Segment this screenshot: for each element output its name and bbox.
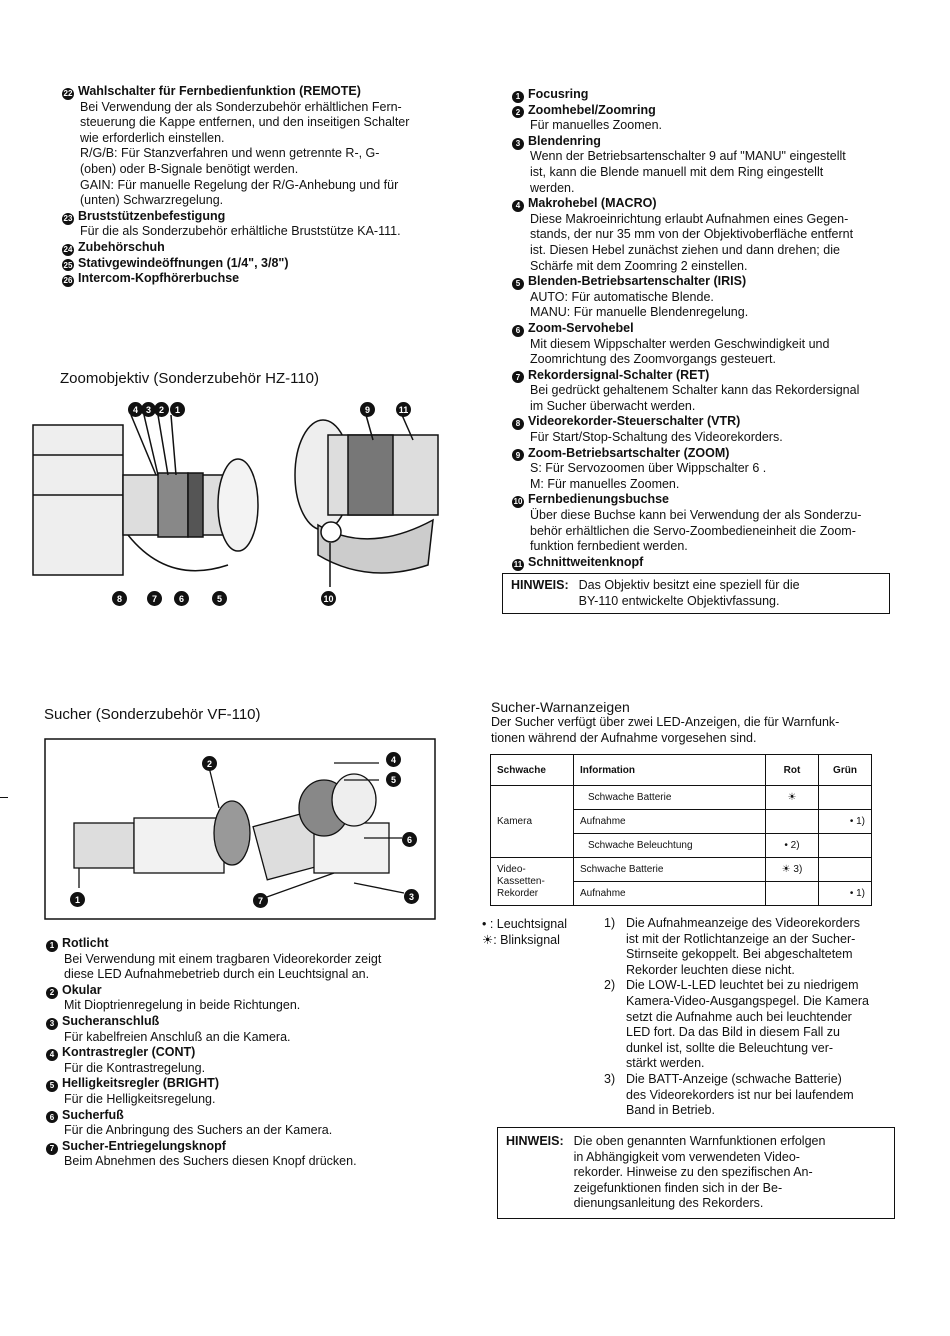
item-body-line: funktion fernbedient werden. xyxy=(530,539,688,554)
note-item xyxy=(604,1072,884,1119)
list-item xyxy=(62,240,462,256)
callout-number-icon: 1 xyxy=(170,402,185,417)
hinweis-line: zeigefunktionen finden sich in der Be- xyxy=(573,1180,783,1195)
item-title: Bruststützenbefestigung xyxy=(78,208,226,223)
cell-info: Aufnahme xyxy=(574,882,766,906)
sucher-title: Sucher (Sonderzubehör VF-110) xyxy=(44,706,261,723)
warn-title: Sucher-Warnanzeigen xyxy=(491,699,630,715)
item-title: Blendenring xyxy=(528,133,601,148)
list-item xyxy=(512,134,912,196)
item-title: Stativgewindeöffnungen (1/4", 3/8") xyxy=(78,255,289,270)
item-body-line: Schärfe mit dem Zoomring 2 einstellen. xyxy=(530,258,748,273)
list-item xyxy=(62,209,462,240)
item-body-line: Diese Makroeinrichtung erlaubt Aufnahmen eines Gegen- xyxy=(530,211,849,226)
item-title: Rotlicht xyxy=(62,936,109,950)
cell-info: Aufnahme xyxy=(574,810,766,834)
zoom-lens-illustration xyxy=(28,395,468,610)
cell-gruen: • 1) xyxy=(819,810,872,834)
hinweis-line: in Abhängigkeit vom verwendeten Video- xyxy=(573,1149,800,1164)
note-number: 1) xyxy=(604,916,616,930)
th-gruen: Grün xyxy=(819,755,872,786)
item-body-line: stands, der nur 35 mm von der Objektivoberfläche entfernt xyxy=(530,227,854,242)
list-item xyxy=(46,936,446,983)
item-heading xyxy=(46,1139,446,1155)
list-item xyxy=(62,256,462,272)
item-body-line: Für die Anbringung des Suchers an der Kamera. xyxy=(64,1123,333,1138)
number-badge-icon: 10 xyxy=(513,497,523,507)
table-header-row xyxy=(491,755,872,786)
number-badge-icon: 7 xyxy=(512,371,524,383)
item-title: Sucheranschluß xyxy=(62,1013,160,1028)
item-heading xyxy=(46,1108,446,1124)
item-heading xyxy=(46,983,446,999)
item-title: Sucherfuß xyxy=(62,1107,124,1122)
number-badge-icon: 2 xyxy=(512,106,524,118)
hinweis-line: dienungsanleitung des Rekorders. xyxy=(573,1196,764,1211)
hinweis-label: HINWEIS: xyxy=(506,1134,564,1148)
callout-number-icon: 6 xyxy=(174,591,189,606)
list-item xyxy=(512,555,912,571)
item-body-line: wie erforderlich einstellen. xyxy=(80,130,225,145)
hinweis-label: HINWEIS: xyxy=(511,578,569,592)
callout-number-icon: 2 xyxy=(202,756,217,771)
item-heading xyxy=(512,103,912,119)
left-top-list xyxy=(62,84,462,287)
item-body-line: AUTO: Für automatische Blende. xyxy=(530,289,714,304)
margin-tick xyxy=(0,797,8,798)
list-item xyxy=(62,271,462,287)
item-heading xyxy=(512,274,912,290)
note-item xyxy=(604,978,884,1072)
cell-group xyxy=(491,858,574,906)
item-body-line: werden. xyxy=(530,180,575,195)
number-badge-icon: 4 xyxy=(512,200,524,212)
list-item xyxy=(512,196,912,274)
cell-rot xyxy=(766,810,819,834)
item-body-line: Mit diesem Wippschalter werden Geschwindigkeit und xyxy=(530,336,830,351)
list-item xyxy=(512,492,912,554)
item-body-line: ist. Diesen Hebel zunächst ziehen und dann drehen; die xyxy=(530,242,840,257)
hinweis-line: BY-110 entwickelte Objektivfassung. xyxy=(578,593,780,608)
sucher-list xyxy=(46,936,446,1170)
item-body-line: Für die als Sonderzubehör erhältliche Bruststütze KA-111. xyxy=(80,224,401,239)
item-body-line: (oben) oder B-Signale benötigt werden. xyxy=(80,161,299,176)
note-line: stärkt werden. xyxy=(626,1056,705,1071)
item-body-line: Wenn der Betriebsartenschalter 9 auf "MANU" eingestellt xyxy=(530,149,846,164)
cell-info: Schwache Batterie xyxy=(574,786,766,810)
number-badge-icon: 26 xyxy=(63,276,73,286)
item-body-line: GAIN: Für manuelle Regelung der R/G-Anhebung und für xyxy=(80,177,399,192)
item-heading xyxy=(512,196,912,212)
note-line: Kamera-Video-Ausgangspegel. Die Kamera xyxy=(626,993,869,1008)
item-title: Kontrastregler (CONT) xyxy=(62,1045,196,1060)
callout-number-icon: 5 xyxy=(212,591,227,606)
warn-legend xyxy=(482,917,567,948)
legend-line: ☀: Blinksignal xyxy=(482,932,560,947)
callout-number-icon: 4 xyxy=(386,752,401,767)
item-heading xyxy=(62,271,462,287)
item-body-line: Beim Abnehmen des Suchers diesen Knopf drücken. xyxy=(64,1154,357,1169)
callout-number-icon: 5 xyxy=(386,772,401,787)
callout-number-icon: 6 xyxy=(402,832,417,847)
item-title: Zubehörschuh xyxy=(78,239,165,254)
number-badge-icon: 5 xyxy=(512,278,524,290)
item-title: Videorekorder-Steuerschalter (VTR) xyxy=(528,414,741,429)
item-title: Blenden-Betriebsartenschalter (IRIS) xyxy=(528,274,747,289)
item-title: Schnittweitenknopf xyxy=(528,554,644,569)
item-heading xyxy=(46,936,446,952)
hinweis-rekorder xyxy=(497,1127,895,1219)
number-badge-icon: 23 xyxy=(63,213,73,223)
number-badge-icon: 8 xyxy=(512,418,524,430)
note-line: Die LOW-L-LED leuchtet bei zu niedrigem xyxy=(626,978,859,993)
th-schwache: Schwache xyxy=(491,755,574,786)
number-badge-icon: 25 xyxy=(63,260,73,270)
cell-gruen xyxy=(819,834,872,858)
callout-number-icon: 11 xyxy=(396,402,411,417)
item-title: Helligkeitsregler (BRIGHT) xyxy=(62,1076,219,1091)
item-body-line: M: Für manuelles Zoomen. xyxy=(530,476,680,491)
item-heading xyxy=(512,321,912,337)
item-title: Sucher-Entriegelungsknopf xyxy=(62,1138,226,1153)
callout-number-icon: 3 xyxy=(404,889,419,904)
item-heading xyxy=(512,368,912,384)
note-body xyxy=(626,916,860,978)
item-body-line: Bei gedrückt gehaltenem Schalter kann das Rekordersignal xyxy=(530,383,860,398)
note-line: Band in Betrieb. xyxy=(626,1103,715,1118)
item-body-line: Bei Verwendung mit einem tragbaren Videorekorder zeigt xyxy=(64,951,382,966)
cell-rot: • 2) xyxy=(766,834,819,858)
item-title: Okular xyxy=(62,982,102,997)
table-row xyxy=(491,786,872,810)
note-line: ist mit der Rotlichtanzeige an der Sucher- xyxy=(626,931,856,946)
item-body-line: (unten) Schwarzregelung. xyxy=(80,193,224,208)
item-title: Zoomhebel/Zoomring xyxy=(528,102,656,117)
cell-rot xyxy=(766,882,819,906)
note-line: Die BATT-Anzeige (schwache Batterie) xyxy=(626,1071,842,1086)
number-badge-icon: 6 xyxy=(46,1111,58,1123)
item-title: Makrohebel (MACRO) xyxy=(528,196,657,211)
cell-rot: ☀ 3) xyxy=(766,858,819,882)
list-item xyxy=(512,446,912,493)
note-line: setzt die Aufnahme auch bei leuchtender xyxy=(626,1009,852,1024)
cell-rot: ☀ xyxy=(766,786,819,810)
legend-line: • : Leuchtsignal xyxy=(482,917,567,931)
item-body-line: R/G/B: Für Stanzverfahren und wenn getrennte R-, G- xyxy=(80,146,380,161)
warn-intro-line: tionen während der Aufnahme vorgesehen sind. xyxy=(491,730,757,745)
item-heading xyxy=(512,87,912,103)
warn-intro-line: Der Sucher verfügt über zwei LED-Anzeigen, die für Warnfunk- xyxy=(491,715,840,729)
list-item xyxy=(46,1014,446,1045)
item-heading xyxy=(512,414,912,430)
cell-info: Schwache Beleuchtung xyxy=(574,834,766,858)
list-item xyxy=(512,321,912,368)
item-title: Wahlschalter für Fernbedienfunktion (REMOTE) xyxy=(78,84,361,98)
item-heading xyxy=(512,446,912,462)
number-badge-icon: 24 xyxy=(63,244,73,254)
th-information: Information xyxy=(574,755,766,786)
item-heading xyxy=(62,240,462,256)
callout-number-icon: 1 xyxy=(70,892,85,907)
item-body-line: Über diese Buchse kann bei Verwendung der als Sonderzu- xyxy=(530,508,862,523)
number-badge-icon: 3 xyxy=(512,138,524,150)
callout-number-icon: 4 xyxy=(128,402,143,417)
item-body-line: Für Start/Stop-Schaltung des Videorekorders. xyxy=(530,430,783,445)
note-body xyxy=(626,978,869,1072)
item-body-line: diese LED Aufnahmebetrieb durch ein Leuchtsignal an. xyxy=(64,967,370,982)
note-line: des Videorekorders ist nur bei laufendem xyxy=(626,1087,854,1102)
item-body-line: Zoomrichtung des Zoomvorgangs gesteuert. xyxy=(530,352,776,367)
item-heading xyxy=(512,492,912,508)
hinweis-objektiv xyxy=(502,573,890,614)
group-label: Video- Kassetten- Rekorder xyxy=(497,863,545,899)
list-item xyxy=(512,414,912,445)
item-title: Rekordersignal-Schalter (RET) xyxy=(528,367,710,382)
th-rot: Rot xyxy=(766,755,819,786)
item-body-line: Für kabelfreien Anschluß an die Kamera. xyxy=(64,1029,291,1044)
callout-number-icon: 9 xyxy=(360,402,375,417)
callout-number-icon: 7 xyxy=(147,591,162,606)
hinweis-line: Die oben genannten Warnfunktionen erfolgen xyxy=(573,1134,826,1148)
item-body-line: Für die Kontrastregelung. xyxy=(64,1060,206,1075)
cell-gruen xyxy=(819,858,872,882)
cell-gruen xyxy=(819,786,872,810)
item-body-line: ist, kann die Blende manuell mit dem Ring eingestellt xyxy=(530,164,824,179)
list-item xyxy=(46,1139,446,1170)
number-badge-icon: 22 xyxy=(63,89,73,98)
callout-number-icon: 10 xyxy=(321,591,336,606)
number-badge-icon: 9 xyxy=(512,449,524,461)
item-body-line: steuerung die Kappe entfernen, und den inseitigen Schalter xyxy=(80,115,410,130)
item-heading xyxy=(46,1045,446,1061)
warn-notes xyxy=(604,916,884,1119)
item-heading xyxy=(62,209,462,225)
callout-number-icon: 7 xyxy=(253,893,268,908)
list-item xyxy=(46,1076,446,1107)
item-heading xyxy=(46,1076,446,1092)
cell-info: Schwache Batterie xyxy=(574,858,766,882)
item-body-line: MANU: Für manuelle Blendenregelung. xyxy=(530,305,749,320)
item-body-line: im Sucher überwacht werden. xyxy=(530,398,696,413)
warn-intro xyxy=(491,715,891,746)
note-line: Stirnseite gekoppelt. Bei abgeschaltetem xyxy=(626,947,853,962)
list-item xyxy=(62,84,462,209)
item-title: Intercom-Kopfhörerbuchse xyxy=(78,271,240,286)
item-title: Fernbedienungsbuchse xyxy=(528,492,669,507)
number-badge-icon: 7 xyxy=(46,1143,58,1155)
right-top-list xyxy=(512,87,912,570)
callout-number-icon: 8 xyxy=(112,591,127,606)
list-item xyxy=(512,368,912,415)
hinweis-line: Das Objektiv besitzt eine speziell für die xyxy=(578,578,800,592)
list-item xyxy=(46,1045,446,1076)
item-heading xyxy=(62,84,462,100)
table-row xyxy=(491,858,872,882)
number-badge-icon: 3 xyxy=(46,1018,58,1030)
item-title: Zoom-Servohebel xyxy=(528,320,634,335)
list-item xyxy=(46,1108,446,1139)
note-body xyxy=(626,1072,854,1119)
number-badge-icon: 5 xyxy=(46,1080,58,1092)
item-body-line: Für manuelles Zoomen. xyxy=(530,118,663,133)
callout-number-icon: 2 xyxy=(154,402,169,417)
number-badge-icon: 1 xyxy=(512,91,524,103)
item-title: Focusring xyxy=(528,87,589,101)
cell-group xyxy=(491,786,574,858)
warn-table xyxy=(490,754,872,906)
item-title: Zoom-Betriebsartschalter (ZOOM) xyxy=(528,445,730,460)
item-body-line: Bei Verwendung der als Sonderzubehör erhältlichen Fern- xyxy=(80,99,402,114)
list-item xyxy=(512,274,912,321)
list-item xyxy=(512,103,912,134)
list-item xyxy=(512,87,912,103)
note-line: Rekorder leuchten diese nicht. xyxy=(626,962,795,977)
number-badge-icon: 1 xyxy=(46,940,58,952)
item-heading xyxy=(46,1014,446,1030)
item-heading xyxy=(62,256,462,272)
note-line: Die Aufnahmeanzeige des Videorekorders xyxy=(626,916,860,930)
hinweis-text xyxy=(574,1134,826,1212)
item-body-line: Mit Dioptrienregelung in beide Richtungen. xyxy=(64,998,301,1013)
note-item xyxy=(604,916,884,978)
list-item xyxy=(46,983,446,1014)
note-line: LED fort. Da das Bild in diesem Fall zu xyxy=(626,1025,840,1040)
sucher-illustration xyxy=(44,738,436,920)
zoom-lens-title: Zoomobjektiv (Sonderzubehör HZ-110) xyxy=(60,370,320,387)
item-heading xyxy=(512,555,912,571)
item-body-line: behör erhältlichen die Servo-Zoombedieneinheit die Zoom- xyxy=(530,523,856,538)
hinweis-line: rekorder. Hinweise zu den spezifischen An- xyxy=(573,1165,813,1180)
note-number: 3) xyxy=(604,1071,616,1086)
cell-gruen: • 1) xyxy=(819,882,872,906)
item-body-line: Für die Helligkeitsregelung. xyxy=(64,1091,216,1106)
note-number: 2) xyxy=(604,978,616,993)
hinweis-text xyxy=(579,578,800,609)
number-badge-icon: 6 xyxy=(512,325,524,337)
number-badge-icon: 2 xyxy=(46,987,58,999)
note-line: dunkel ist, sollte die Beleuchtung ver- xyxy=(626,1040,834,1055)
callout-number-icon: 3 xyxy=(141,402,156,417)
item-body-line: S: Für Servozoomen über Wippschalter 6 . xyxy=(530,461,767,476)
number-badge-icon: 4 xyxy=(46,1049,58,1061)
number-badge-icon: 11 xyxy=(513,559,523,569)
group-label: Kamera xyxy=(497,816,533,827)
item-heading xyxy=(512,134,912,150)
